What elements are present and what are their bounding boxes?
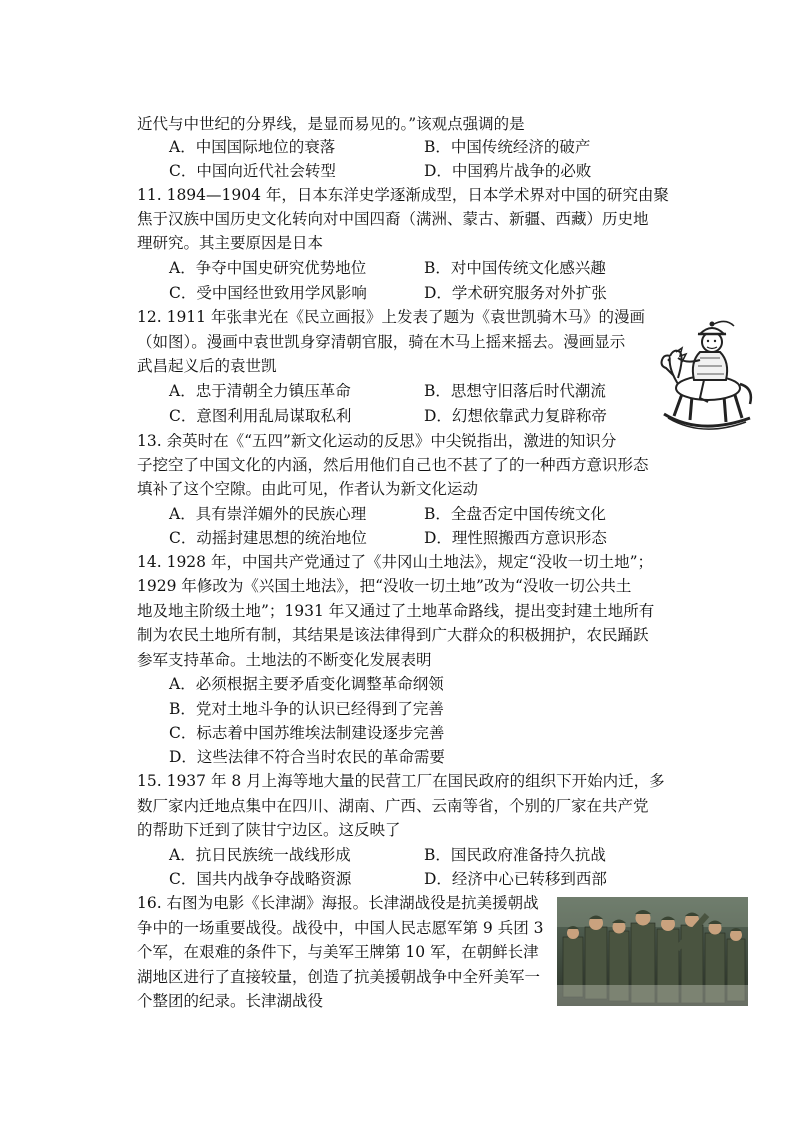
q16-stem-line: 个军，在艰难的条件下，与美军王牌第 10 军，在朝鲜长津 bbox=[137, 943, 539, 961]
q11-option-d: D．学术研究服务对外扩张 bbox=[424, 284, 607, 302]
q15-option-a: A．抗日民族统一战线形成 bbox=[169, 846, 351, 864]
q10-option-a: A．中国国际地位的衰落 bbox=[169, 138, 336, 156]
q13-option-c: C．动摇封建思想的统治地位 bbox=[169, 529, 367, 547]
q15-option-d: D．经济中心已转移到西部 bbox=[424, 870, 607, 888]
q11-stem-line: 焦于汉族中国历史文化转向对中国四裔（满洲、蒙古、新疆、西藏）历史地 bbox=[137, 210, 649, 228]
q16-stem-line: 争中的一场重要战役。战役中，中国人民志愿军第 9 兵团 3 bbox=[137, 919, 544, 937]
q14-stem-line: 地及地主阶级土地”；1931 年又通过了土地革命路线，提出变封建土地所有 bbox=[137, 602, 655, 620]
q11-option-b: B．对中国传统文化感兴趣 bbox=[424, 259, 606, 277]
q14-stem-line: 参军支持革命。土地法的不断变化发展表明 bbox=[137, 651, 432, 669]
q15-option-b: B．国民政府准备持久抗战 bbox=[424, 846, 606, 864]
q15-stem-line: 数厂家内迁地点集中在四川、湖南、广西、云南等省，个别的厂家在共产党 bbox=[137, 797, 649, 815]
q13-stem-line: 子挖空了中国文化的内涵，然后用他们自己也不甚了了的一种西方意识形态 bbox=[137, 456, 649, 474]
q12-option-b: B．思想守旧落后时代潮流 bbox=[424, 382, 606, 400]
q14-stem-line: 1929 年修改为《兴国土地法》，把“没收一切土地”改为“没收一切公共土 bbox=[137, 577, 632, 595]
q14-option-a: A．必须根据主要矛盾变化调整革命纲领 bbox=[169, 675, 444, 693]
q16-stem-line: 16. 右图为电影《长津湖》海报。长津湖战役是抗美援朝战 bbox=[137, 894, 539, 912]
q12-option-c: C．意图利用乱局谋取私利 bbox=[169, 407, 352, 425]
q11-stem-line: 11. 1894—1904 年，日本东洋史学逐渐成型，日本学术界对中国的研究由聚 bbox=[137, 186, 669, 204]
q13-option-a: A．具有崇洋媚外的民族心理 bbox=[169, 505, 367, 523]
q15-stem-line: 的帮助下迁到了陕甘宁边区。这反映了 bbox=[137, 821, 401, 839]
q13-stem-line: 填补了这个空隙。由此可见，作者认为新文化运动 bbox=[137, 480, 479, 498]
q12-stem-line: （如图）。漫画中袁世凯身穿清朝官服，骑在木马上摇来摇去。漫画显示 bbox=[137, 333, 626, 351]
q16-stem-line: 湖地区进行了直接较量，创造了抗美援朝战争中全歼美军一 bbox=[137, 968, 541, 986]
changjin-lake-poster bbox=[557, 897, 748, 1006]
q15-stem-line: 15. 1937 年 8 月上海等地大量的民营工厂在国民政府的组织下开始内迁，多 bbox=[137, 772, 665, 790]
q10-stem-continuation: 近代与中世纪的分界线，是显而易见的。”该观点强调的是 bbox=[137, 115, 525, 133]
q11-option-c: C．受中国经世致用学风影响 bbox=[169, 284, 367, 302]
q12-stem-line: 武昌起义后的袁世凯 bbox=[137, 357, 277, 375]
q13-option-d: D．理性照搬西方意识形态 bbox=[424, 529, 607, 547]
q13-stem-line: 13. 余英时在《“五四”新文化运动的反思》中尖锐指出，激进的知识分 bbox=[137, 432, 617, 450]
q15-option-c: C．国共内战争夺战略资源 bbox=[169, 870, 352, 888]
q12-option-a: A．忠于清朝全力镇压革命 bbox=[169, 382, 351, 400]
q14-option-b: B．党对土地斗争的认识已经得到了完善 bbox=[169, 700, 444, 718]
q10-option-c: C．中国向近代社会转型 bbox=[169, 162, 336, 180]
rocking-horse-cartoon bbox=[660, 318, 755, 436]
q14-option-d: D．这些法律不符合当时农民的革命需要 bbox=[169, 748, 445, 766]
q12-stem-line: 12. 1911 年张聿光在《民立画报》上发表了题为《袁世凯骑木马》的漫画 bbox=[137, 308, 645, 326]
q10-option-b: B．中国传统经济的破产 bbox=[424, 138, 591, 156]
q16-stem-line: 个整团的纪录。长津湖战役 bbox=[137, 992, 324, 1010]
q14-stem-line: 14. 1928 年，中国共产党通过了《井冈山土地法》，规定“没收一切土地”； bbox=[137, 553, 654, 571]
q12-option-d: D．幻想依靠武力复辟称帝 bbox=[424, 407, 607, 425]
q11-option-a: A．争夺中国史研究优势地位 bbox=[169, 259, 367, 277]
q11-stem-line: 理研究。其主要原因是日本 bbox=[137, 234, 324, 252]
q14-stem-line: 制为农民土地所有制，其结果是该法律得到广大群众的积极拥护，农民踊跃 bbox=[137, 626, 649, 644]
q10-option-d: D．中国鸦片战争的必败 bbox=[424, 162, 592, 180]
q14-option-c: C．标志着中国苏维埃法制建设逐步完善 bbox=[169, 724, 445, 742]
q13-option-b: B．全盘否定中国传统文化 bbox=[424, 505, 606, 523]
